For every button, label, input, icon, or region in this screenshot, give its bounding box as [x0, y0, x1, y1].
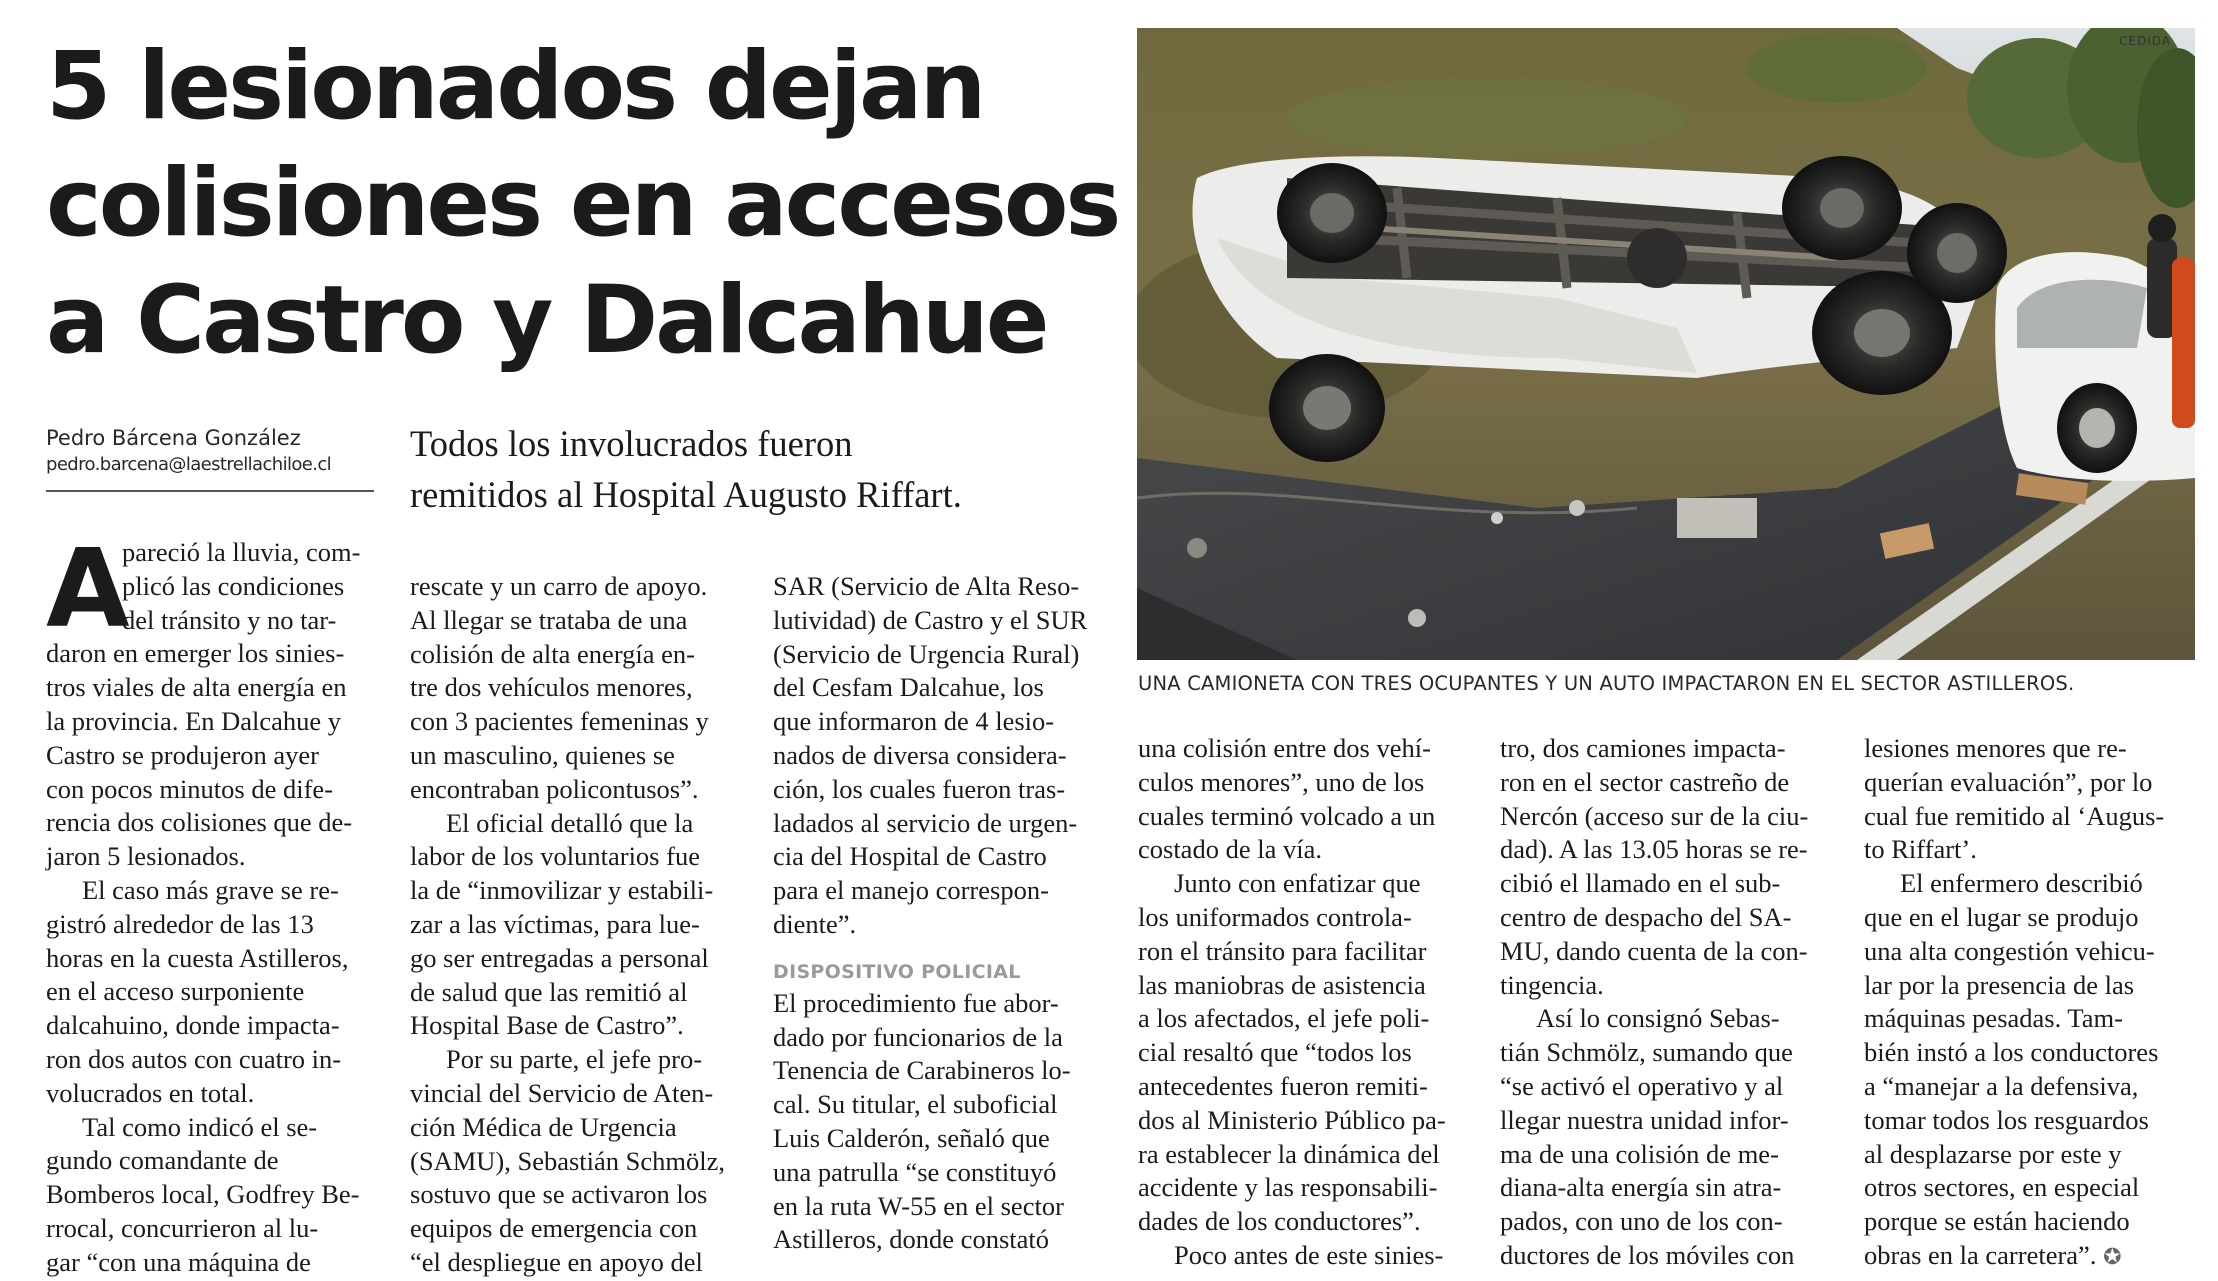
- text-line: Junto con enfatizar que: [1174, 868, 1421, 899]
- text-line: colisión de alta energía en-: [410, 638, 696, 669]
- text-line: dado por funcionarios de la: [773, 1021, 1063, 1052]
- text-line: rencia dos colisiones que de-: [46, 807, 353, 838]
- text-line: Nercón (acceso sur de la ciu-: [1500, 800, 1809, 831]
- text-line: SAR (Servicio de Alta Reso-: [773, 571, 1080, 601]
- text-line: [1864, 1239, 2192, 1273]
- text-line: lesiones menores que re-: [1864, 733, 2127, 763]
- text-line: porque se están haciendo: [1864, 1206, 2130, 1237]
- text-line: plicó las condiciones: [122, 570, 345, 601]
- text-line: Al llegar se trataba de una: [410, 604, 688, 635]
- headline-line: a Castro y Dalcahue: [46, 266, 1047, 375]
- text-line: ron el tránsito para facilitar: [1138, 935, 1427, 966]
- text-line: una patrulla “se constituyó: [773, 1156, 1057, 1187]
- text-line: gistró alrededor de las 13: [46, 908, 314, 939]
- accident-photo: [1137, 28, 2195, 660]
- text-line: centro de despacho del SA-: [1500, 901, 1792, 932]
- photo-caption: UNA CAMIONETA CON TRES OCUPANTES Y UN AUTO IMPACTARON EN EL SECTOR ASTILLEROS.: [1138, 672, 2075, 695]
- text-line: tingencia.: [1500, 969, 1604, 1000]
- text-line: con 3 pacientes femeninas y: [410, 706, 709, 737]
- text-line: Bomberos local, Godfrey Be-: [46, 1179, 360, 1210]
- text-line: zar a las víctimas, para lue-: [410, 908, 700, 939]
- text-line: los uniformados controla-: [1138, 901, 1412, 932]
- text-line: ción Médica de Urgencia: [410, 1111, 677, 1142]
- article-column-4: [1138, 732, 1466, 1273]
- text-line: horas en la cuesta Astilleros,: [46, 942, 349, 973]
- article-column-6: [1864, 732, 2192, 1273]
- article-column-3: [773, 570, 1101, 1257]
- text-line: Castro se produjeron ayer: [46, 739, 320, 770]
- text-line: cual fue remitido al ‘Augus-: [1864, 800, 2165, 831]
- text-line: Hospital Base de Castro”.: [410, 1010, 684, 1041]
- text-line: lutividad) de Castro y el SUR: [773, 604, 1088, 635]
- text-line: dalcahuino, donde impacta-: [46, 1010, 340, 1041]
- text-line: daron en emerger los sinies-: [46, 638, 345, 669]
- photo-credit: CEDIDA: [2119, 34, 2171, 48]
- text-line: con pocos minutos de dife-: [46, 773, 334, 804]
- text-line: cibió el llamado en el sub-: [1500, 868, 1781, 899]
- subheadline: [410, 418, 1110, 520]
- text-line: pados, con uno de los con-: [1500, 1206, 1783, 1237]
- text-line: al desplazarse por este y: [1864, 1138, 2122, 1169]
- author-email: pedro.barcena@laestrellachiloe.cl: [46, 454, 332, 475]
- text-line: dos al Ministerio Público pa-: [1138, 1104, 1446, 1135]
- text-line: dad). A las 13.05 horas se re-: [1500, 834, 1808, 865]
- text-line: del tránsito y no tar-: [122, 604, 337, 635]
- text-line: tros viales de alta energía en: [46, 672, 347, 703]
- text-line: Por su parte, el jefe pro-: [446, 1044, 703, 1075]
- end-of-article-icon: ✪: [2103, 1243, 2122, 1269]
- text-line: rescate y un carro de apoyo.: [410, 571, 708, 601]
- text-line: volucrados en total.: [46, 1077, 255, 1108]
- article-column-1: [46, 527, 374, 1280]
- text-line: de salud que las remitió al: [410, 976, 688, 1007]
- text-line: (Servicio de Urgencia Rural): [773, 638, 1080, 669]
- byline-divider: [46, 490, 374, 492]
- text-line: to Riffart’.: [1864, 834, 1977, 865]
- text-line: “se activó el operativo y al: [1500, 1070, 1784, 1101]
- text-line: sostuvo que se activaron los: [410, 1179, 708, 1210]
- text-line: pareció la lluvia, com-: [122, 537, 361, 567]
- text-line: llegar nuestra unidad infor-: [1500, 1104, 1789, 1135]
- text-line: costado de la vía.: [1138, 834, 1322, 865]
- text-line: querían evaluación”, por lo: [1864, 766, 2153, 797]
- text-line: Tal como indicó el se-: [82, 1111, 318, 1142]
- text-line: Poco antes de este sinies-: [1174, 1239, 1444, 1270]
- text-line: diente”.: [773, 908, 857, 939]
- section-heading: DISPOSITIVO POLICIAL: [773, 960, 1021, 983]
- text-line: tomar todos los resguardos: [1864, 1104, 2149, 1135]
- text-line: “el despliegue en apoyo del: [410, 1246, 703, 1277]
- text-line: una alta congestión vehicu-: [1864, 935, 2155, 966]
- text-line: Astilleros, donde constató: [773, 1224, 1049, 1255]
- text-line: ron en el sector castreño de: [1500, 766, 1790, 797]
- text-line: una colisión entre dos vehí-: [1138, 733, 1431, 763]
- text-line: la provincia. En Dalcahue y: [46, 705, 342, 736]
- article-column-2: [410, 570, 738, 1280]
- text-line: MU, dando cuenta de la con-: [1500, 935, 1808, 966]
- text-line: labor de los voluntarios fue: [410, 841, 700, 872]
- text-line: El enfermero describió: [1900, 868, 2143, 899]
- text-line: Luis Calderón, señaló que: [773, 1122, 1050, 1153]
- text-line: culos menores”, uno de los: [1138, 766, 1425, 797]
- text-line: Tenencia de Carabineros lo-: [773, 1055, 1071, 1086]
- text-line: cia del Hospital de Castro: [773, 841, 1047, 872]
- text-line: jaron 5 lesionados.: [46, 841, 246, 872]
- text-line: en la ruta W-55 en el sector: [773, 1190, 1064, 1221]
- text-line: diana-alta energía sin atra-: [1500, 1172, 1782, 1203]
- text-line: ra establecer la dinámica del: [1138, 1138, 1440, 1169]
- text-line: nados de diversa considera-: [773, 739, 1067, 770]
- text-line: accidente y las responsabili-: [1138, 1172, 1438, 1203]
- text-line: El caso más grave se re-: [82, 874, 339, 905]
- article-column-5: [1500, 732, 1828, 1273]
- text-line: lar por la presencia de las: [1864, 969, 2135, 1000]
- text-line: dades de los conductores”.: [1138, 1206, 1421, 1237]
- subheadline-line: Todos los involucrados fueron: [410, 423, 853, 464]
- accident-photo-illustration: [1137, 28, 2195, 660]
- text-line: la de “inmovilizar y estabili-: [410, 875, 714, 906]
- headline: [46, 28, 1119, 379]
- text-line: cial resaltó que “todos los: [1138, 1037, 1412, 1068]
- text-line: tián Schmölz, sumando que: [1500, 1037, 1793, 1068]
- text-line: vincial del Servicio de Aten-: [410, 1077, 714, 1108]
- text-line: a “manejar a la defensiva,: [1864, 1070, 2139, 1101]
- text-line: otros sectores, en especial: [1864, 1172, 2140, 1203]
- byline: [46, 424, 376, 478]
- text-line: equipos de emergencia con: [410, 1213, 698, 1244]
- text-line: ductores de los móviles con: [1500, 1239, 1795, 1270]
- text-line: las maniobras de asistencia: [1138, 969, 1426, 1000]
- text-line: gar “con una máquina de: [46, 1246, 311, 1277]
- text-line: para el manejo correspon-: [773, 875, 1049, 906]
- text-line: ción, los cuales fueron tras-: [773, 773, 1066, 804]
- headline-line: 5 lesionados dejan: [46, 32, 984, 141]
- text-line: que informaron de 4 lesio-: [773, 706, 1055, 737]
- text-line: ma de una colisión de me-: [1500, 1138, 1779, 1169]
- text-line: antecedentes fueron remiti-: [1138, 1070, 1428, 1101]
- text-line: tre dos vehículos menores,: [410, 672, 693, 703]
- text-line: un masculino, quienes se: [410, 739, 675, 770]
- text-line: go ser entregadas a personal: [410, 942, 709, 973]
- text-line: del Cesfam Dalcahue, los: [773, 672, 1044, 703]
- text-line: bién instó a los conductores: [1864, 1037, 2159, 1068]
- text-line: máquinas pesadas. Tam-: [1864, 1003, 2123, 1034]
- text-line: tro, dos camiones impacta-: [1500, 733, 1786, 763]
- author-name: Pedro Bárcena González: [46, 426, 301, 450]
- text-line: El oficial detalló que la: [446, 807, 694, 838]
- text-line: en el acceso surponiente: [46, 976, 305, 1007]
- text-line: cal. Su titular, el suboficial: [773, 1089, 1058, 1120]
- drop-cap: A: [46, 527, 130, 652]
- text-line: cuales terminó volcado a un: [1138, 800, 1436, 831]
- text-line: encontraban policontusos”.: [410, 773, 699, 804]
- subheadline-line: remitidos al Hospital Augusto Riffart.: [410, 474, 962, 515]
- text-line: El procedimiento fue abor-: [773, 987, 1059, 1018]
- text-line: a los afectados, el jefe poli-: [1138, 1003, 1430, 1034]
- text-line: que en el lugar se produjo: [1864, 901, 2139, 932]
- text-line: ladados al servicio de urgen-: [773, 807, 1078, 838]
- headline-line: colisiones en accesos: [46, 149, 1119, 258]
- text-line: ron dos autos con cuatro in-: [46, 1043, 342, 1074]
- text-line: gundo comandante de: [46, 1145, 279, 1176]
- text-line: rrocal, concurrieron al lu-: [46, 1212, 319, 1243]
- text-line: (SAMU), Sebastián Schmölz,: [410, 1145, 726, 1176]
- text-line: Así lo consignó Sebas-: [1536, 1003, 1780, 1034]
- closing-text: obras en la carretera”.: [1864, 1239, 2097, 1270]
